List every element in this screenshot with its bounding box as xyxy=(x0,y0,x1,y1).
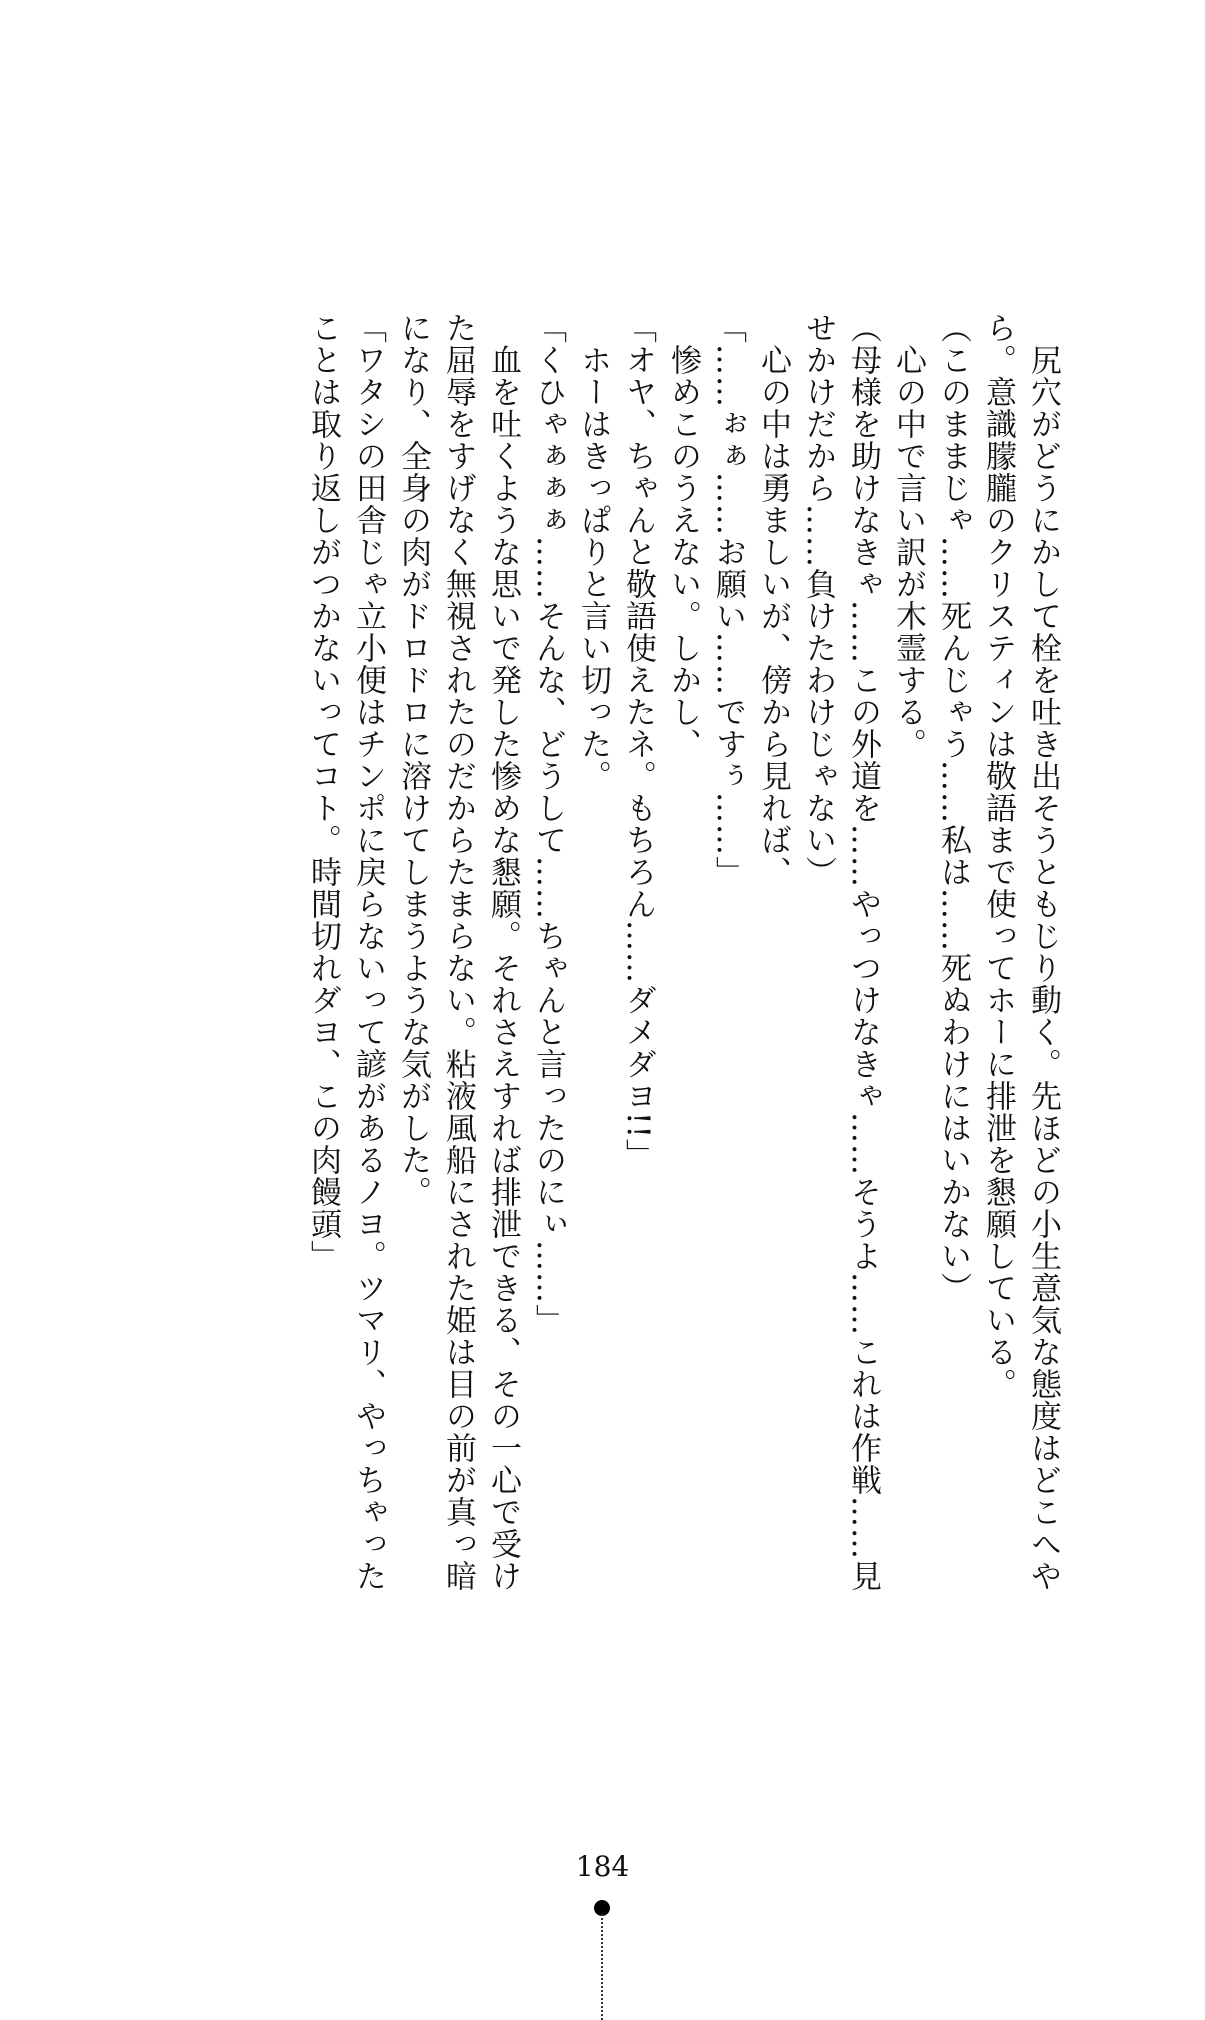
text-line: 「ワタシの田舎じゃ立小便はチンポに戻らないって諺があるノヨ。ツマリ、やっちゃった xyxy=(350,312,386,1592)
text-line: 「くひゃぁぁぁ……そんな、どうして……ちゃんと言ったのにぃ……」 xyxy=(530,312,566,1336)
text-line: 心の中は勇ましいが、傍から見れば、 xyxy=(755,312,791,888)
page-marker xyxy=(594,1900,610,2020)
text-line: になり、全身の肉がドロドロに溶けてしまうような気がした。 xyxy=(395,312,431,1208)
text-line: ら。意識朦朧のクリスティンは敬語まで使ってホーに排泄を懇願している。 xyxy=(980,312,1016,1400)
text-line: 血を吐くような思いで発した惨めな懇願。それさえすれば排泄できる、その一心で受け xyxy=(485,312,521,1592)
text-line: ことは取り返しがつかないってコト。時間切れダヨ、この肉饅頭」 xyxy=(305,312,341,1272)
vertical-text-block xyxy=(300,312,1065,1712)
text-line: た屈辱をすげなく無視されたのだからたまらない。粘液風船にされた姫は目の前が真っ暗 xyxy=(440,312,476,1592)
text-line: せかけだから……負けたわけじゃない） xyxy=(800,312,836,888)
text-line: 尻穴がどうにかして栓を吐き出そうともじり動く。先ほどの小生意気な態度はどこへや xyxy=(1025,312,1061,1592)
page-number: 184 xyxy=(575,1850,630,1883)
text-line: （母様を助けなきゃ……この外道を……やっつけなきゃ……そうよ……これは作戦……見 xyxy=(845,312,881,1592)
marker-line xyxy=(601,1914,603,2020)
text-line: 惨めこのうえない。しかし、 xyxy=(665,312,701,760)
text-line: 「オヤ、ちゃんと敬語使えたネ。もちろん……ダメダヨ!!」 xyxy=(620,312,656,1171)
text-line: ホーはきっぱりと言い切った。 xyxy=(575,312,611,792)
text-line: 「……ぉぁ……お願い……ですぅ……」 xyxy=(710,312,746,888)
text-line: 心の中で言い訳が木霊する。 xyxy=(890,312,926,760)
text-line: （このままじゃ……死んじゃう……私は……死ぬわけにはいかない） xyxy=(935,312,971,1304)
